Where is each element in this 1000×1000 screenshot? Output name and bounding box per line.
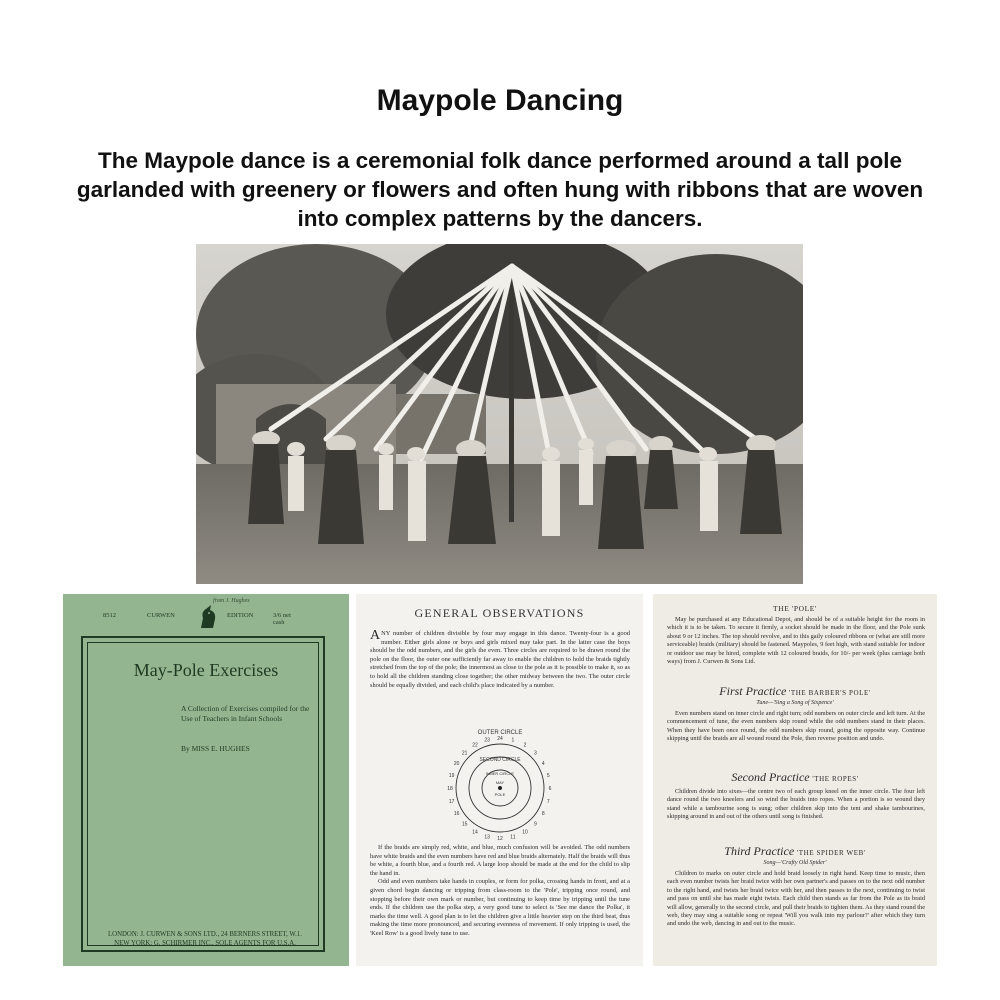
drop-cap: A bbox=[370, 628, 381, 643]
first-practice-text: Even numbers stand on inner circle and right turn; odd numbers on outer circle and left turn. At the commencement of tune, the even numbers skip round while the odd numbers stand in their places. When they have been once round, the odd numbers skip round, going the opposite way. Continue skipping until the braids are all wound round the Pole, then reverse position and undo. bbox=[667, 710, 925, 743]
general-observations-page bbox=[356, 594, 643, 966]
intro-paragraph: The Maypole dance is a ceremonial folk dance performed around a tall pole garlanded with greenery or flowers and often hung with ribbons that are woven into complex patterns by the dancers. bbox=[76, 148, 924, 231]
position-number: 13 bbox=[484, 834, 490, 840]
position-number: 16 bbox=[453, 811, 460, 817]
publisher-line-new-york: NEW YORK: G. SCHIRMER INC., SOLE AGENTS FOR U.S.A. bbox=[114, 940, 296, 947]
position-number: 4 bbox=[541, 761, 545, 767]
position-number: 17 bbox=[448, 798, 455, 805]
second-practice-tag: 'THE ROPES' bbox=[812, 775, 859, 783]
position-number: 5 bbox=[546, 773, 550, 780]
couples-paragraph: Odd and even numbers take hands in couples, or form for polka, crossing hands in front, and at a given chord begin dancing or tripping from class-room to the 'Pole', tripping once round, and stopping before their own mark or number, but continuing to keep time by tripping until the tune ends. If the children use the polka step, a very good tune to select is 'See me dance the Polka', it marks the time well. A good plan is to let the children give a little heavier step on the third beat, thus making the time more pronounced, and securing evenness of movement. If only tripping is used, the 'Keel Row' is a good lively tune to use. bbox=[370, 878, 630, 937]
second-practice-heading bbox=[653, 770, 937, 785]
outer-circle-label: OUTER CIRCLE bbox=[477, 730, 523, 736]
cover-border bbox=[81, 636, 325, 952]
inner-circle-label: INNER CIRCLE bbox=[485, 771, 515, 776]
cover-author: By MISS E. HUGHES bbox=[181, 744, 250, 753]
second-practice-paragraph bbox=[667, 788, 925, 822]
position-number: 7 bbox=[546, 798, 550, 805]
first-practice-title: First Practice bbox=[719, 684, 787, 698]
position-number: 12 bbox=[497, 836, 503, 840]
pole-paragraph bbox=[667, 616, 925, 666]
position-number: 8 bbox=[541, 811, 545, 817]
third-practice-paragraph bbox=[667, 870, 925, 929]
second-practice-text: Children divide into sixes—the centre two of each group kneel on the inner circle. The four left dance round the two kneelers and so wind the braids into ropes. When a portion is so wound they stand while a tambourine song is sung; other children skip into the tent and shake tambourines, skipping around in and out of the others until song is finished. bbox=[667, 788, 925, 821]
observations-heading: GENERAL OBSERVATIONS bbox=[414, 606, 585, 620]
pole-text: May be purchased at any Educational Depot, and should be of a suitable height for the room in which it is to be taken. To secure it firmly, a socket should be made in the floor, and the Pole sunk about 9 or 12 inches. The top should revolve, and to this gaily coloured ribbons or (what are still more serviceable) braids (military) should be fastened. Maypoles, 9 feet high, with stand suitable for indoor or outdoor use may be hired, complete with 12 coloured braids, for 10/- per week (plus carriage both ways) from J. Curwen & Sons Ltd. bbox=[667, 616, 925, 666]
first-practice-tune: Tune—'Sing a Song of Sixpence' bbox=[756, 700, 834, 706]
position-number: 19 bbox=[448, 773, 455, 780]
book-cover bbox=[63, 594, 349, 966]
first-practice-paragraph bbox=[667, 710, 925, 744]
page-title: Maypole Dancing bbox=[376, 84, 624, 117]
position-number: 24 bbox=[497, 736, 503, 742]
position-number: 21 bbox=[461, 750, 468, 757]
practices-page bbox=[653, 594, 937, 966]
third-practice-tune: Song—'Crafty Old Spider' bbox=[763, 860, 827, 866]
cover-code: 8512 bbox=[103, 612, 116, 619]
pole-label: POLE bbox=[494, 792, 506, 797]
braids-paragraph: If the braids are simply red, white, and blue, much confusion will be avoided. The odd numbers have white braids and the even numbers have red and blue braids alternately. Half the braids will thus be white, a fourth blue, and a fourth red. A large loop should be made at the end for the child to slip the hand in. bbox=[370, 844, 630, 877]
cover-edition-label: EDITION bbox=[227, 612, 254, 619]
cover-publisher bbox=[85, 930, 325, 948]
may-label: MAY bbox=[495, 780, 505, 785]
pole-section-title: THE 'POLE' bbox=[773, 604, 817, 613]
position-number: 23 bbox=[484, 737, 490, 744]
position-number: 15 bbox=[461, 821, 468, 828]
position-number: 11 bbox=[510, 834, 516, 840]
third-practice-text: Children to marks on outer circle and hold braid loosely in right hand. Keep time to music, then each even number twists her braid twice with her own partner's and passes on to the next odd number to the right hand, and twists her braid twice with her, and then passes to the next, continuing to twist and pass on until she has made eight twists. Each child then stands as far from the Pole as its braid will allow, generally to the second circle, and pull their braids to tighten them. As they stand round the web, they may sing a suitable song or repeat 'Will you walk into my parlour?' after which they turn and undo the web, dancing in and out to the music. bbox=[667, 870, 925, 928]
cover-title: May-Pole Exercises bbox=[133, 660, 279, 680]
third-practice-heading bbox=[653, 844, 937, 859]
third-practice-title: Third Practice bbox=[724, 844, 795, 858]
third-practice-tag: 'THE SPIDER WEB' bbox=[796, 849, 866, 857]
position-number: 9 bbox=[534, 821, 537, 828]
position-number: 2 bbox=[523, 742, 527, 749]
second-circle-label: SECOND CIRCLE bbox=[479, 757, 521, 763]
position-number: 22 bbox=[472, 742, 478, 749]
handwritten-inscription: from J. Hughes bbox=[213, 598, 250, 604]
cover-publisher-mark: CURWEN bbox=[147, 612, 175, 619]
position-number: 3 bbox=[534, 750, 537, 757]
publisher-line-london: LONDON: J. CURWEN & SONS LTD., 24 BERNERS STREET, W.1. bbox=[108, 931, 302, 938]
observations-paragraph-1 bbox=[370, 630, 630, 690]
position-number: 18 bbox=[447, 786, 453, 792]
cover-price: 3/6 net cash bbox=[273, 612, 291, 626]
maypole-photo bbox=[196, 244, 803, 584]
observations-paragraph-2 bbox=[370, 844, 630, 939]
first-practice-heading bbox=[653, 684, 937, 699]
position-number: 20 bbox=[453, 761, 460, 767]
position-number: 1 bbox=[511, 737, 515, 744]
position-number: 14 bbox=[472, 829, 478, 836]
first-practice-tag: 'THE BARBER'S POLE' bbox=[789, 689, 871, 697]
cover-subtitle: A Collection of Exercises compiled for the Use of Teachers in Infant Schools bbox=[181, 704, 310, 723]
position-number: 6 bbox=[548, 786, 552, 792]
observations-paragraph-1-text: NY number of children divisible by four may engage in this dance. Twenty-four is a good number. Either girls alone or boys and girls mixed may take part. In the latter case the boys should be the odd numbers, and the girls the even. Three circles are required to be drawn round the pole on the floor, the outer one sufficiently far away to enable the children to hold the braids tightly stretched from the top of the pole; the innermost as close to the pole as it is possible to make it, so as to hold all the children standing close together; the other midway between the two. The outer circle should be equally divided, and each child's place indicated by a number. bbox=[370, 630, 630, 689]
second-practice-title: Second Practice bbox=[731, 770, 810, 784]
circle-diagram bbox=[438, 724, 562, 840]
position-number: 10 bbox=[522, 829, 528, 836]
unicorn-emblem-icon bbox=[197, 604, 219, 630]
